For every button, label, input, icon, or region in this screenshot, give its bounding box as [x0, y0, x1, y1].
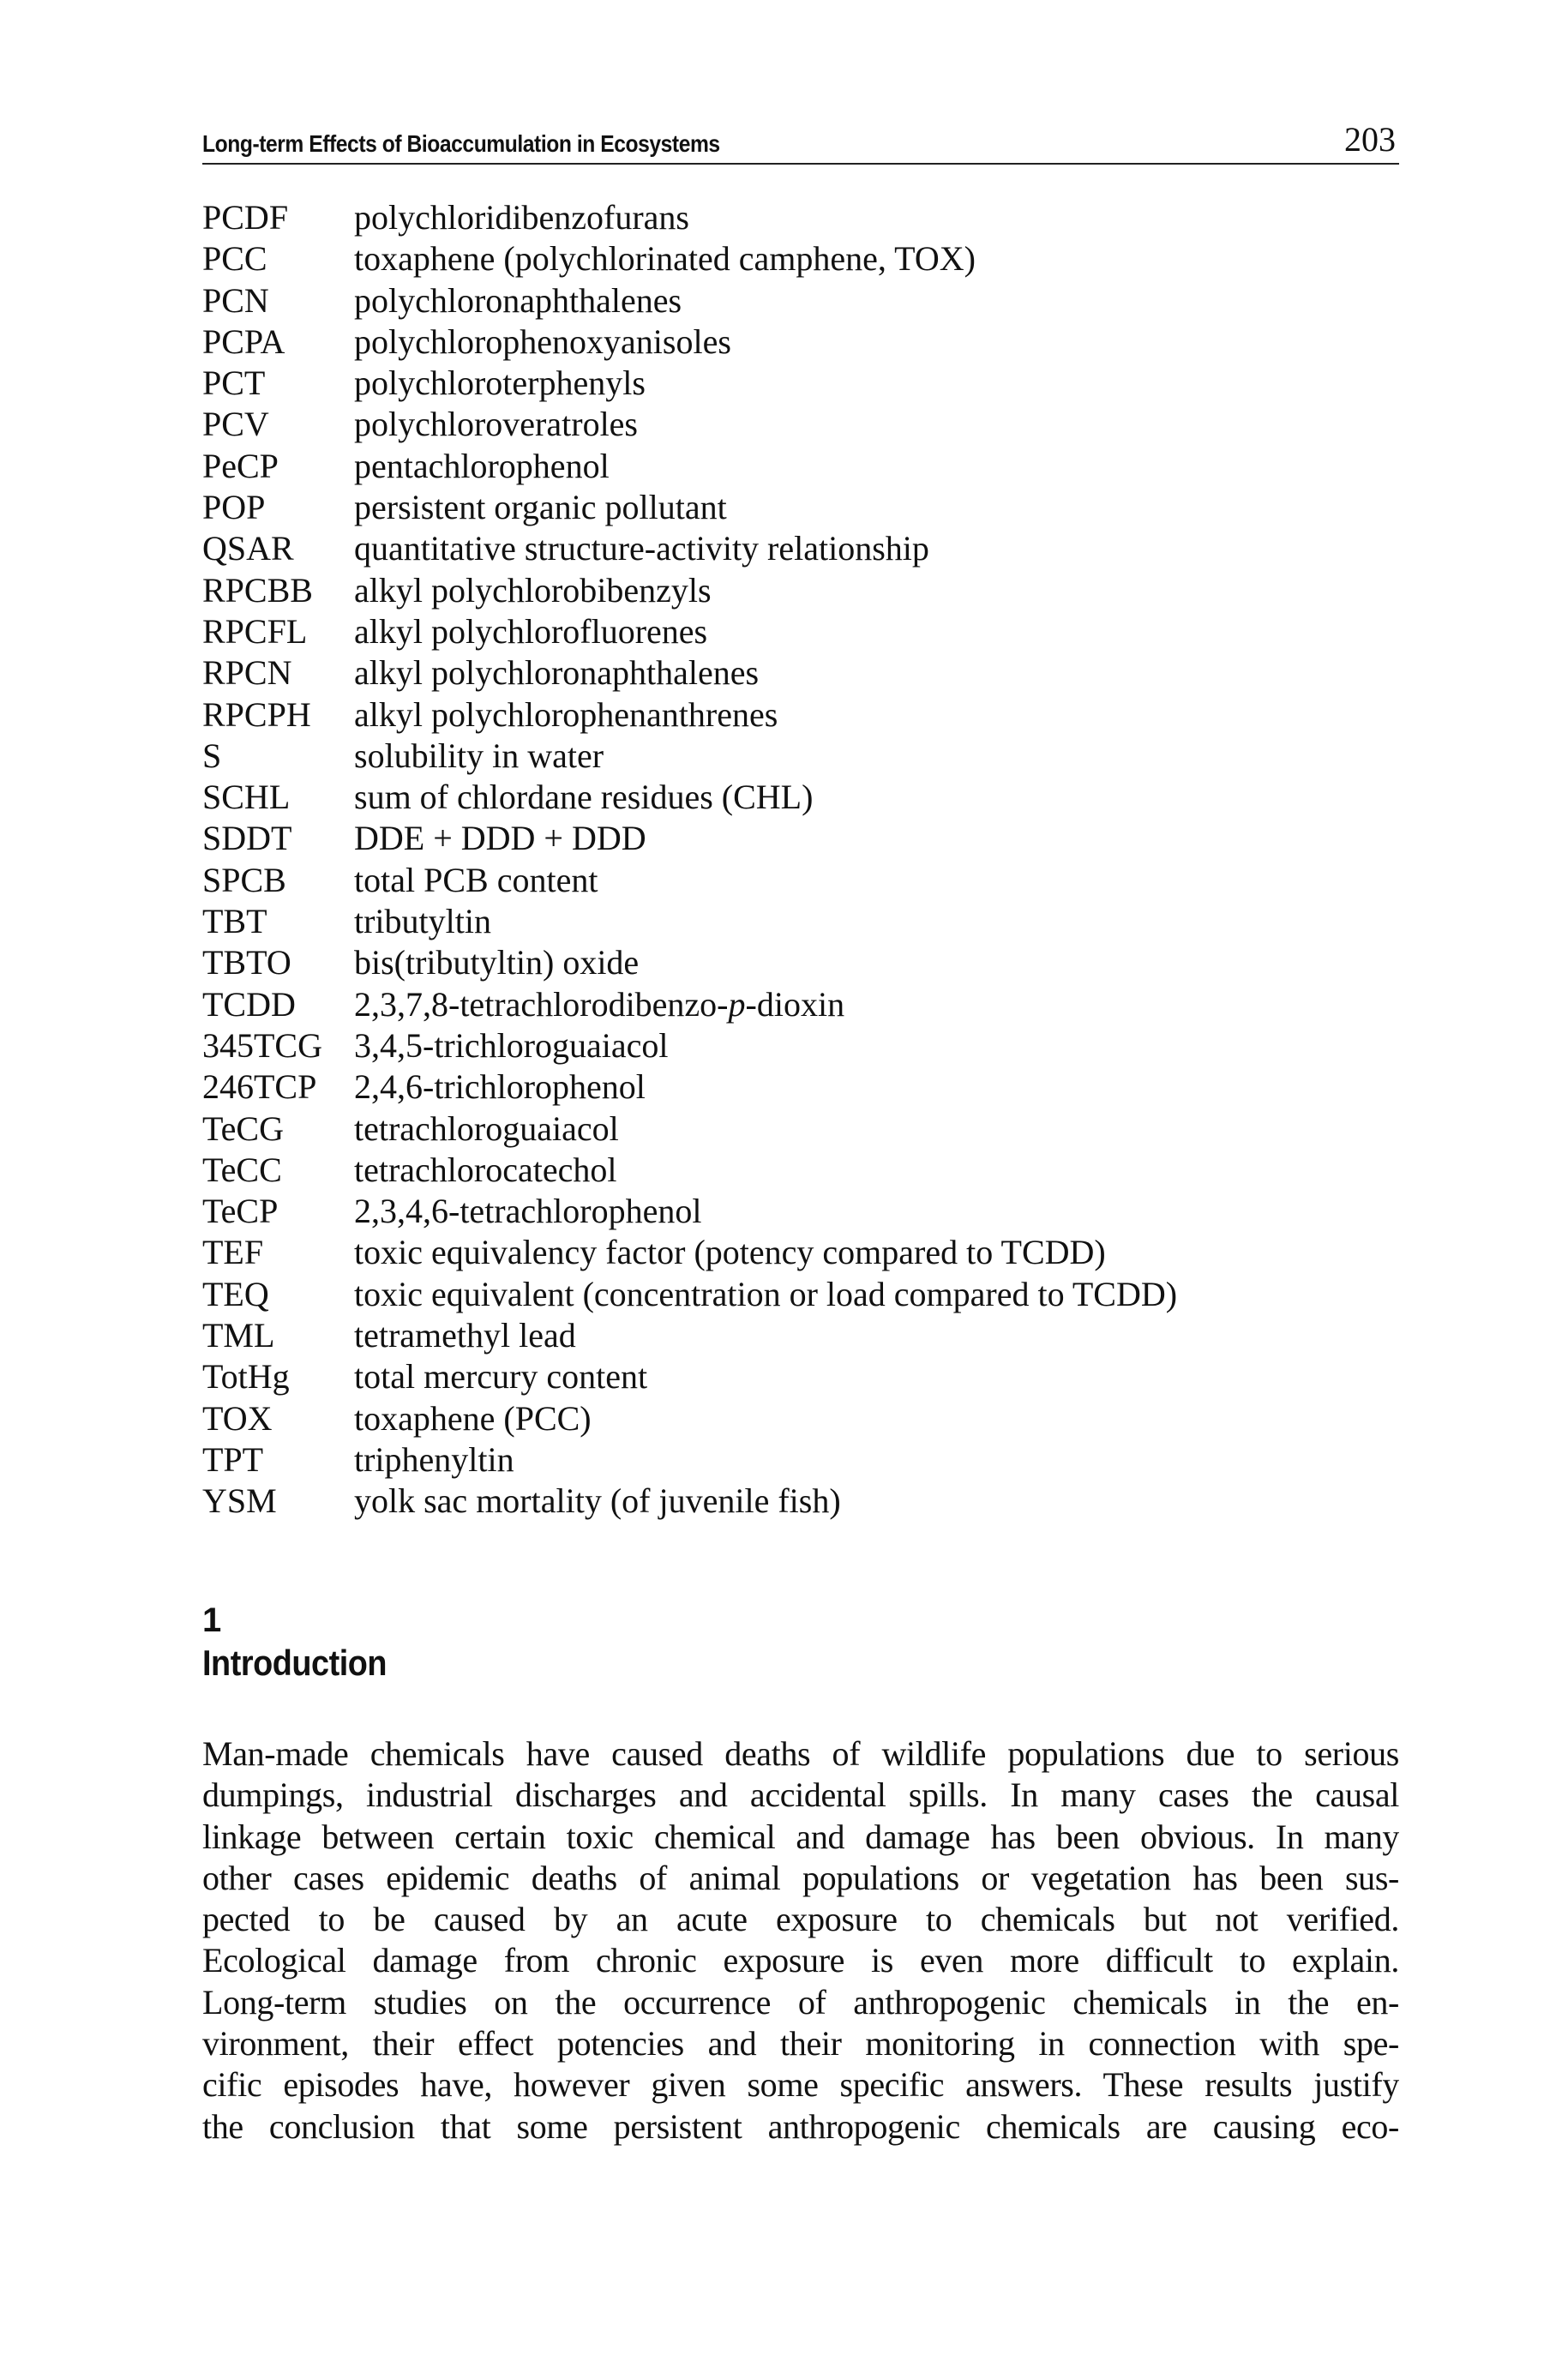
abbreviation-row [202, 1315, 1399, 1356]
abbreviation-row [202, 446, 1399, 487]
body-text-line: other cases epidemic deaths of animal populations or vegetation has been sus- [202, 1858, 1399, 1897]
abbreviation-term: QSAR [202, 529, 294, 568]
abbreviation-definition: tetrachlorocatechol [354, 1150, 617, 1189]
abbreviation-term: 246TCP [202, 1067, 317, 1107]
abbreviation-term: TEF [202, 1233, 264, 1272]
abbreviation-definition: polychloroveratroles [354, 405, 638, 444]
abbreviation-definition: 3,4,5-trichloroguaiacol [354, 1025, 669, 1065]
abbreviation-row [202, 1439, 1399, 1481]
abbreviation-row [202, 238, 1399, 279]
abbreviation-definition: tetrachloroguaiacol [354, 1108, 619, 1148]
abbreviation-definition: total PCB content [354, 860, 598, 899]
abbreviation-row [202, 1232, 1399, 1273]
abbreviation-term: TeCG [202, 1108, 284, 1148]
abbreviation-row [202, 860, 1399, 901]
abbreviation-row [202, 942, 1399, 983]
abbreviation-definition: 2,3,7,8-tetrachlorodibenzo-p-dioxin [354, 984, 845, 1024]
abbreviation-row [202, 321, 1399, 363]
body-text-line: cific episodes have, however given some specific answers. These results justify [202, 2065, 1399, 2105]
abbreviation-definition: solubility in water [354, 736, 604, 775]
section-number: 1 [202, 1601, 222, 1639]
body-paragraph [202, 1733, 1399, 2148]
abbreviation-definition: 2,3,4,6-tetrachlorophenol [354, 1192, 702, 1231]
abbreviation-definition: pentachlorophenol [354, 446, 610, 485]
abbreviation-term: TCDD [202, 984, 296, 1024]
abbreviation-row [202, 197, 1399, 238]
abbreviation-definition: quantitative structure-activity relationship [354, 529, 929, 568]
section-title: Introduction [202, 1643, 387, 1683]
abbreviation-list [202, 197, 1399, 1523]
abbreviation-row [202, 1150, 1399, 1191]
abbreviation-row [202, 984, 1399, 1025]
abbreviation-definition: alkyl polychlorofluorenes [354, 611, 708, 651]
abbreviation-term: SCHL [202, 778, 291, 817]
abbreviation-definition: DDE + DDD + DDD [354, 819, 646, 858]
abbreviation-definition: 2,4,6-trichlorophenol [354, 1067, 646, 1107]
abbreviation-row [202, 1066, 1399, 1108]
abbreviation-term: PCDF [202, 198, 289, 237]
body-text-line: Man-made chemicals have caused deaths of wildlife populations due to serious [202, 1734, 1399, 1773]
abbreviation-term: PCPA [202, 321, 285, 361]
abbreviation-definition: tributyltin [354, 902, 491, 941]
abbreviation-row [202, 363, 1399, 404]
abbreviation-row [202, 1398, 1399, 1439]
abbreviation-term: TOX [202, 1398, 273, 1438]
abbreviation-definition: toxic equivalency factor (potency compared to TCDD) [354, 1233, 1106, 1272]
abbreviation-definition: polychloronaphthalenes [354, 280, 682, 320]
abbreviation-row [202, 694, 1399, 736]
abbreviation-term: RPCPH [202, 694, 311, 734]
abbreviation-row [202, 487, 1399, 528]
abbreviation-row [202, 528, 1399, 569]
abbreviation-term: SDDT [202, 819, 292, 858]
abbreviation-term: PCC [202, 239, 267, 279]
abbreviation-term: POP [202, 488, 266, 527]
abbreviation-row [202, 1481, 1399, 1522]
abbreviation-definition: alkyl polychlorophenanthrenes [354, 694, 778, 734]
abbreviation-definition: polychloridibenzofurans [354, 198, 689, 237]
abbreviation-term: TotHg [202, 1357, 290, 1397]
abbreviation-definition: tetramethyl lead [354, 1316, 576, 1355]
body-text-line: pected to be caused by an acute exposure to chemicals but not verified. [202, 1900, 1399, 1939]
abbreviation-definition: bis(tributyltin) oxide [354, 943, 640, 982]
abbreviation-definition: alkyl polychlorobibenzyls [354, 570, 712, 610]
abbreviation-term: RPCFL [202, 611, 308, 651]
abbreviation-definition: toxaphene (PCC) [354, 1398, 592, 1438]
abbreviation-row [202, 777, 1399, 818]
abbreviation-row [202, 1191, 1399, 1232]
abbreviation-definition: persistent organic pollutant [354, 488, 727, 527]
abbreviation-term: PeCP [202, 446, 279, 485]
body-text-line: vironment, their effect potencies and their monitoring in connection with spe- [202, 2024, 1399, 2064]
abbreviation-term: YSM [202, 1481, 277, 1521]
abbreviation-term: TBTO [202, 943, 291, 982]
abbreviation-definition: triphenyltin [354, 1439, 514, 1479]
abbreviation-row [202, 1274, 1399, 1315]
body-text-line: Long-term studies on the occurrence of anthropogenic chemicals in the en- [202, 1982, 1399, 2022]
abbreviation-term: PCN [202, 280, 269, 320]
abbreviation-definition: polychlorophenoxyanisoles [354, 321, 731, 361]
abbreviation-row [202, 280, 1399, 321]
abbreviation-definition: toxic equivalent (concentration or load compared to TCDD) [354, 1274, 1178, 1313]
abbreviation-row [202, 736, 1399, 777]
abbreviation-term: PCV [202, 405, 269, 444]
abbreviation-row [202, 818, 1399, 859]
abbreviation-definition: total mercury content [354, 1357, 648, 1397]
abbreviation-term: PCT [202, 363, 266, 403]
running-header [202, 118, 1399, 165]
abbreviation-definition: yolk sac mortality (of juvenile fish) [354, 1481, 841, 1521]
abbreviation-term: TeCC [202, 1150, 282, 1189]
abbreviation-row [202, 652, 1399, 694]
abbreviation-term: TBT [202, 902, 267, 941]
abbreviation-term: TEQ [202, 1274, 269, 1313]
abbreviation-term: TeCP [202, 1192, 279, 1231]
abbreviation-term: TPT [202, 1439, 264, 1479]
abbreviation-definition: alkyl polychloronaphthalenes [354, 653, 760, 693]
body-text-line: the conclusion that some persistent anthropogenic chemicals are causing eco- [202, 2106, 1399, 2146]
abbreviation-row [202, 1356, 1399, 1397]
body-text-line: dumpings, industrial discharges and accidental spills. In many cases the causal [202, 1775, 1399, 1815]
abbreviation-row [202, 1025, 1399, 1066]
abbreviation-term: 345TCG [202, 1025, 322, 1065]
body-text-line: linkage between certain toxic chemical and damage has been obvious. In many [202, 1817, 1399, 1856]
abbreviation-row [202, 404, 1399, 445]
abbreviation-definition: toxaphene (polychlorinated camphene, TOX) [354, 239, 976, 279]
abbreviation-definition: polychloroterphenyls [354, 363, 646, 403]
abbreviation-row [202, 901, 1399, 942]
abbreviation-row [202, 611, 1399, 652]
page-number: 203 [1344, 120, 1396, 159]
abbreviation-row [202, 570, 1399, 611]
body-text-line: Ecological damage from chronic exposure is even more difficult to explain. [202, 1941, 1399, 1980]
abbreviation-term: S [202, 736, 222, 775]
abbreviation-term: SPCB [202, 860, 286, 899]
abbreviation-definition: sum of chlordane residues (CHL) [354, 778, 814, 817]
abbreviation-row [202, 1108, 1399, 1150]
running-title: Long-term Effects of Bioaccumulation in Ecosystems [202, 130, 720, 157]
abbreviation-term: TML [202, 1316, 275, 1355]
abbreviation-term: RPCN [202, 653, 292, 693]
abbreviation-term: RPCBB [202, 570, 313, 610]
